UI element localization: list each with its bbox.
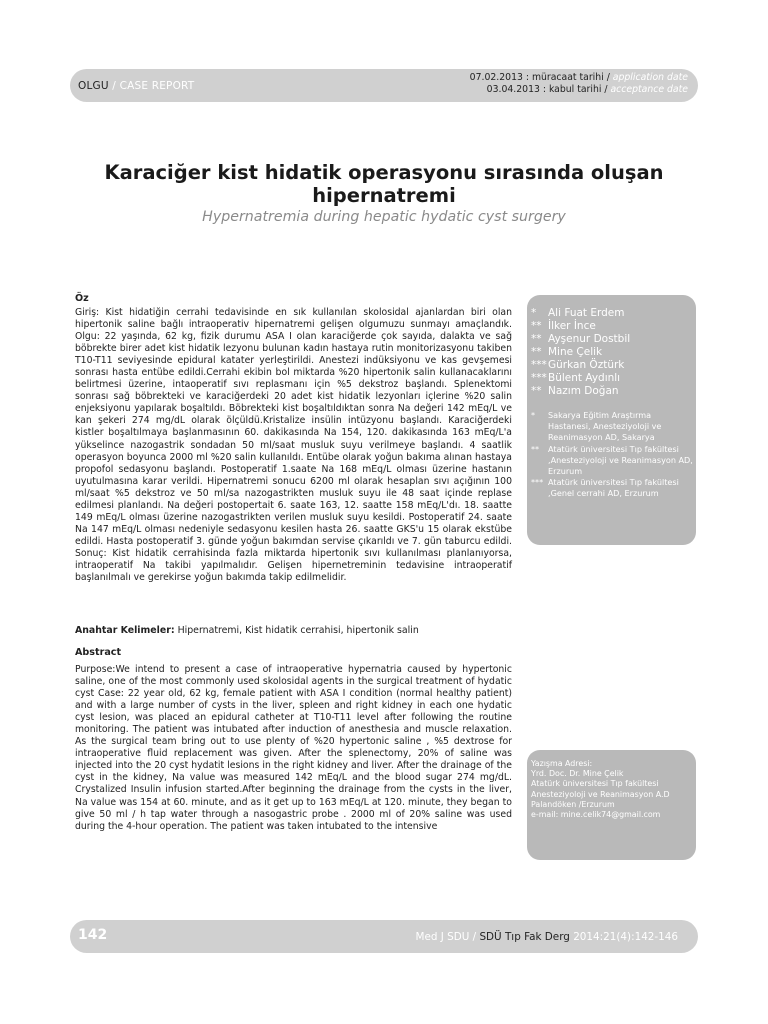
article-type-sep: / <box>108 80 120 92</box>
author-item <box>531 385 696 398</box>
correspondence-line: Atatürk üniversitesi Tıp fakültesi <box>531 779 659 789</box>
journal-name-en: Med J SDU <box>415 931 470 943</box>
correspondence-line: Anesteziyoloji ve Reanimasyon A.D <box>531 789 670 799</box>
keywords-text: Hipernatremi, Kist hidatik cerrahisi, hipertonik salin <box>174 625 419 636</box>
affiliation-text: Atatürk üniversitesi Tıp fakültesi ,Anesteziyoloji ve Reanimasyon AD, Erzurum <box>548 443 693 477</box>
header-bar <box>70 69 698 102</box>
affiliation-mark: * <box>531 410 536 420</box>
author-mark: ** <box>531 385 542 397</box>
application-date-tr: : müracaat tarihi / <box>522 72 613 83</box>
author-mark: ** <box>531 333 542 345</box>
author-list <box>531 307 696 398</box>
application-date-line <box>470 72 688 84</box>
affiliation-mark: ** <box>531 443 540 454</box>
author-mark: ** <box>531 320 542 332</box>
affiliation-item <box>531 410 693 444</box>
affiliation-text: Atatürk üniversitesi Tıp fakültesi ,Genel cerrahi AD, Erzurum <box>548 477 679 499</box>
article-title: Karaciğer kist hidatik operasyonu sırasında oluşan hipernatremi <box>104 161 664 207</box>
journal-sep: / <box>469 931 480 943</box>
author-name: Nazım Doğan <box>548 385 619 397</box>
affiliation-item <box>531 477 693 499</box>
application-date: 07.02.2013 <box>469 72 523 83</box>
acceptance-date: 03.04.2013 <box>486 84 540 95</box>
correspondence-address <box>531 759 693 820</box>
article-type-tr: OLGU <box>78 80 109 92</box>
author-item <box>531 320 696 333</box>
author-name: Ali Fuat Erdem <box>548 307 625 319</box>
acceptance-date-tr: : kabul tarihi / <box>539 84 611 95</box>
article-type <box>78 80 194 92</box>
author-name: Gürkan Öztürk <box>548 359 625 371</box>
acceptance-date-en: acceptance date <box>610 84 688 95</box>
correspondence-heading: Yazışma Adresi: <box>531 759 593 768</box>
affiliation-item <box>531 444 693 478</box>
journal-volume: 2014:21(4):142-146 <box>569 931 678 943</box>
article-subtitle: Hypernatremia during hepatic hydatic cyst surgery <box>202 209 566 225</box>
abstract-body: Purpose:We intend to present a case of intraoperative hypernatria caused by hypertonic saline, one of the most commonly used skolosidal agents in the surgical treatment of hydatic cyst Case: 22 year old, 62 kg, female patient with ASA I condition (normal healthy patient) and with a large number of cysts in the liver, spleen and right kidney in each one hydatic cyst lesion, was placed an epidural catheter at T10-T11 level after following the routine monitoring. The patient was intubated after induction of anesthesia and muscle relaxation. As the surgical team bring out to use plenty of %20 hypertonic saline , %5 dextrose for intraoperative fluid replacement was given. After the splenectomy, 20% of saline was injected into the 20 cyst hydatit lesions in the right kidney and liver. After the drainage of the cyst in the kidney, Na value was measured 142 mEq/L and the blood sugar 274 mg/dL. Crystalized Insulin infusion started.After beginning the drainage from the cysts in the liver, Na value was 154 at 60. minute, and as it get up to 163 mEq/L at 120. minute, they began to give 50 ml / h tap water through a nasogastric probe . 2000 ml of 20% saline was used during the 4-hour operation. The patient was taken intubated to the intensive <box>75 664 512 832</box>
author-item <box>531 346 696 359</box>
article-type-en: CASE REPORT <box>119 80 195 92</box>
acceptance-date-line <box>470 84 688 96</box>
author-item <box>531 307 696 320</box>
abstract-heading: Abstract <box>75 647 122 658</box>
oz-heading: Öz <box>75 293 89 304</box>
journal-name-tr: SDÜ Tıp Fak Derg <box>479 931 570 943</box>
author-mark: *** <box>531 372 547 384</box>
author-mark: *** <box>531 359 547 371</box>
author-mark: ** <box>531 346 542 358</box>
correspondence-line: Yrd. Doc. Dr. Mine Çelik <box>531 769 624 779</box>
correspondence-line: Palandöken /Erzurum <box>531 799 615 809</box>
keywords <box>75 625 512 636</box>
keywords-label: Anahtar Kelimeler: <box>75 625 175 636</box>
article-dates <box>470 72 688 96</box>
correspondence-email: e-mail: mine.celik74@gmail.com <box>531 810 661 820</box>
affiliation-list <box>531 410 693 500</box>
affiliation-text: Sakarya Eğitim Araştırma Hastanesi, Anesteziyoloji ve Reanimasyon AD, Sakarya <box>548 410 662 443</box>
affiliation-mark: *** <box>531 477 544 488</box>
application-date-en: application date <box>612 72 688 83</box>
author-mark: * <box>531 307 537 319</box>
author-name: Mine Çelik <box>548 346 603 358</box>
author-name: Bülent Aydınlı <box>548 372 621 384</box>
footer-bar <box>70 920 698 953</box>
author-name: İlker İnce <box>548 320 596 332</box>
page-number: 142 <box>78 927 108 943</box>
oz-body: Giriş: Kist hidatiğin cerrahi tedavisinde en sık kullanılan skolosidal ajanlardan biri olan hipertonik saline bağlı intraoperativ hipernatremi gelişen olgumuzu sunmayı amaçlandık. Olgu: 22 yaşında, 62 kg, fizik durumu ASA I olan karaciğerde çok sayıda, dalakta ve sağ böbrekte birer adet kist hidatik lezyonu bulunan kadın hastaya rutin monitorizasyonu takiben T10-T11 seviyesinde epidural katater yerleştirildi. Anestezi indüksiyonu ve kas gevşemesi sonrası hasta entübe edildi.Cerrahi ekibin bol miktarda %20 hipertonik salin kullanacaklarını belirtmesi üzerine, intaoperatif sıvı replasmanı için %5 dekstroz başlandı. Splenektomi sonrası sağ böbrekteki ve karaciğerdeki 20 adet kist hidatik lezyonları içlerine %20 salin enjeksiyonu yapılarak boşaltıldı. Böbrekteki kist boşaltıldıktan sonra Na değeri 142 mEq/L ve kan şekeri 274 mg/dL olarak ölçüldü.Kristalize insülin intüzyonu başlandı. Karaciğerdeki kistler boşaltılmaya başlanmasının 60. dakikasında Na 154, 120. dakikasında 163 mEq/L'a yükselince nazogastrik sondadan 50 ml/saat musluk suyu verilmeye başlandı. 4 saatlik operasyon boyunca 2000 ml %20 salin kullanıldı. Entübe olarak yoğun bakıma alınan hastaya propofol sedasyonu başlandı. Postoperatif 1.saate Na 168 mEq/L olması üzerine hastanın uyutulmasına karar verildi. Hipernatremi sonucu 6200 ml olarak hesaplan sıvı açığının 100 ml/saat %5 dekstroz ve 50 ml/sa nazogastrikten musluk suyu ile 48 saat içinde replase edilmesi planlandı. Na değeri postopertait 6. saate 163, 12. saatte 158 mEq/L'dı. 18. saatte 149 mEq/L olması üzerine nazogastrikten verilen musluk suyu kesildi. Postoperatif 24. saate Na 147 mEq/L olması nedeniyle sedasyonu kesilen hasta 26. saatte GKS'u 15 olarak ekstübe edildi. Hasta postoperatif 3. günde yoğun bakımdan servise çıkarıldı ve 7. gün taburcu edildi. Sonuç: Kist hidatik cerrahisinda fazla miktarda hipertonik sıvı kullanılması planlanıyorsa, intraoperatif Na takibi yapılmalıdır. Gelişen hipernetreminin tedavisine intraoperatif başlanılmalı ve gerekirse yoğun bakımda takip edilmelidir. <box>75 307 512 584</box>
journal-citation <box>416 931 678 943</box>
author-item <box>531 333 696 346</box>
author-item <box>531 359 696 372</box>
author-item <box>531 372 696 385</box>
author-name: Ayşenur Dostbil <box>548 333 631 345</box>
